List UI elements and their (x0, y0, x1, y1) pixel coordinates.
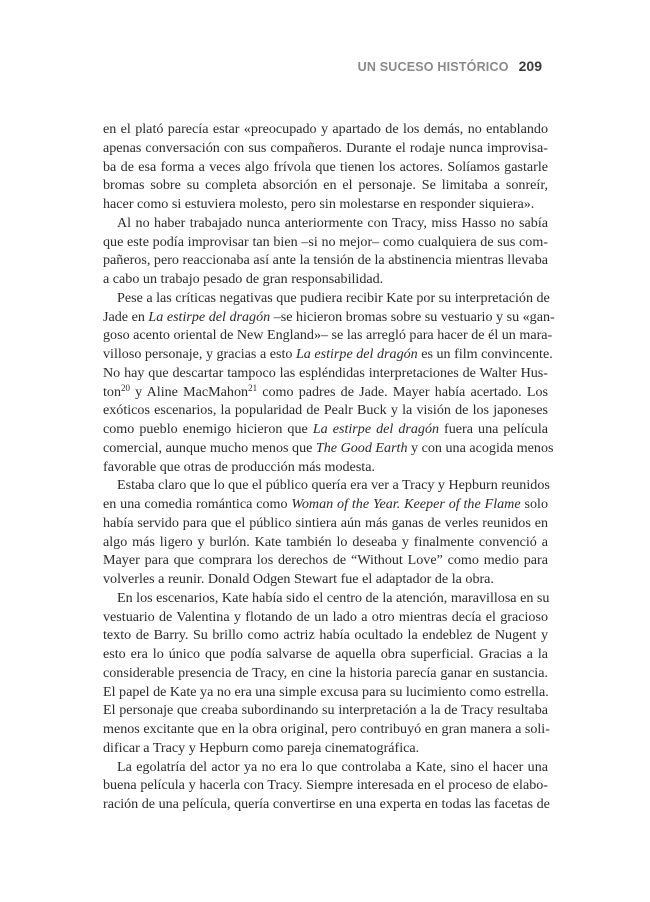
text-line (103, 195, 548, 214)
text-run: menos excitante que en la obra original, pero contribuyó en gran manera a soli- (103, 721, 550, 737)
italic-title: The Good Earth (315, 439, 408, 456)
text-line (103, 439, 554, 458)
text-run: Al no haber trabajado nunca anteriormente con Tracy, miss Hasso no sabía (117, 214, 548, 231)
footnote-ref: 21 (248, 382, 258, 393)
text-run: goso acento oriental de New England»– se las arregló para hacer de él un mara- (103, 327, 553, 344)
text-run: En los escenarios, Kate había sido el centro de la atención, maravillosa en su (117, 589, 550, 606)
text-run: ración de una película, quería convertirse en una experta en todas las facetas de (103, 796, 550, 812)
text-run: en el plató parecía estar «preocupado y apartado de los demás, no entablando (103, 121, 548, 137)
text-line (103, 308, 555, 327)
text-line (103, 383, 548, 402)
text-run: No hay que descartar tampoco las espléndidas interpretaciones de Walter Hus- (103, 364, 548, 381)
text-line (103, 701, 548, 720)
text-run: exóticos escenarios, la popularidad de Pealr Buck y la visión de los japoneses (103, 402, 548, 419)
text-run: y con una acogida menos (407, 439, 554, 456)
text-run: buena película y hacerla con Tracy. Siempre interesada en el proceso de elabo- (103, 777, 548, 794)
page-number: 209 (518, 58, 542, 74)
text-run: El personaje que creaba subordinando su interpretación a la de Tracy resultaba (103, 702, 548, 719)
text-line (103, 270, 548, 289)
italic-title: La estirpe del dragón (148, 308, 271, 325)
text-run: villoso personaje, y gracias a esto (103, 346, 296, 362)
text-run: favorable que otras de producción más modesta. (103, 458, 375, 475)
text-line (103, 570, 548, 589)
text-run: Pese a las críticas negativas que pudiera recibir Kate por su interpretación de (117, 289, 550, 306)
text-line (103, 739, 548, 758)
text-line (103, 551, 548, 570)
text-run: había servido para que el público sintiera aún más ganas de verles reunidos en (103, 514, 548, 531)
text-run: considerable presencia de Tracy, en cine la historia parecía ganar en sustancia. (103, 664, 548, 681)
text-line (103, 626, 548, 645)
text-run: como pueblo enemigo hicieron que (103, 421, 313, 437)
text-line (103, 233, 548, 252)
text-run: esto era lo único que podía salvarse de aquella obra superficial. Gracias a la (103, 646, 548, 662)
text-line (103, 776, 548, 795)
text-line (103, 139, 548, 158)
text-run: Jade en (103, 308, 149, 325)
text-run: Estaba claro que lo que el público quería era ver a Tracy y Hepburn reunidos (117, 477, 550, 494)
text-run: Mayer para que comprara los derechos de “Without Love” como medio para (103, 552, 548, 569)
text-line (103, 364, 548, 383)
text-line (103, 683, 548, 702)
body-text (103, 120, 555, 814)
text-line (103, 608, 548, 627)
text-run: dificar a Tracy y Hepburn como pareja cinematográfica. (103, 739, 420, 756)
text-run: La egolatría del actor ya no era lo que controlaba a Kate, sino el hacer una (117, 758, 548, 775)
text-line (103, 176, 548, 195)
text-run: ton (103, 383, 122, 400)
text-run: en una comedia romántica como (103, 496, 292, 512)
text-run: pañeros, pero reaccionaba así ante la tensión de la abstinencia mientras llevaba (103, 252, 548, 269)
text-line (103, 401, 548, 420)
footnote-ref: 20 (121, 382, 131, 393)
text-line (103, 495, 548, 514)
text-line (103, 251, 548, 270)
text-run: a cabo un trabajo pesado de gran responsabilidad. (103, 271, 384, 287)
text-run: fuera una película (439, 421, 548, 437)
running-head (358, 58, 542, 74)
text-run: ba de esa forma a veces algo frívola que tienen los actores. Solíamos gastarle (103, 158, 548, 175)
text-line (103, 326, 553, 345)
text-line (103, 458, 548, 477)
text-line (103, 476, 548, 495)
text-line (103, 758, 548, 777)
text-line (103, 533, 548, 552)
italic-title: La estirpe del dragón (312, 421, 440, 437)
text-line (103, 514, 548, 533)
running-head-title: UN SUCESO HISTÓRICO (357, 60, 509, 74)
text-run: apenas conversación con sus compañeros. Durante el rodaje nunca improvisa- (103, 139, 548, 156)
text-run: solo (520, 496, 548, 512)
text-run: como padres de Jade. Mayer había acertado. Los (257, 383, 549, 400)
text-line (103, 345, 553, 364)
text-run: y Aline MacMahon (130, 383, 249, 400)
italic-title: Woman of the Year. Keeper of the Flame (291, 496, 521, 512)
text-run: algo más ligero y burlón. Kate también lo deseaba y finalmente convenció a (103, 533, 548, 550)
text-line (103, 795, 548, 814)
text-line (103, 120, 548, 139)
text-run: que este podía improvisar tan bien –si no mejor– como cualquiera de sus com- (103, 233, 548, 250)
text-line (103, 645, 548, 664)
text-line (103, 420, 548, 439)
text-line (103, 720, 548, 739)
text-run: es un film convincente. (417, 346, 553, 362)
text-run: texto de Barry. Su brillo como actriz había ocultado la endeblez de Nugent y (103, 627, 548, 644)
text-line (103, 664, 548, 683)
text-run: El papel de Kate ya no era una simple excusa para su lucimiento como estrella. (103, 683, 549, 700)
text-run: comercial, aunque mucho menos que (103, 439, 316, 456)
text-run: –se hicieron bromas sobre su vestuario y su «gan- (270, 308, 555, 325)
text-line (103, 589, 548, 608)
text-run: hacer como si estuviera molesto, pero sin molestarse en responder siquiera». (103, 196, 535, 212)
italic-title: La estirpe del dragón (295, 346, 418, 362)
text-run: volverles a reunir. Donald Odgen Stewart fue el adaptador de la obra. (103, 571, 494, 587)
text-line (103, 214, 548, 233)
text-line (103, 158, 548, 177)
text-run: vestuario de Valentina y flotando de un lado a otro mientras decía el gracioso (103, 608, 548, 625)
text-run: bromas sobre su completa absorción en el personaje. Se limitaba a sonreír, (103, 177, 548, 194)
text-line (103, 289, 548, 308)
